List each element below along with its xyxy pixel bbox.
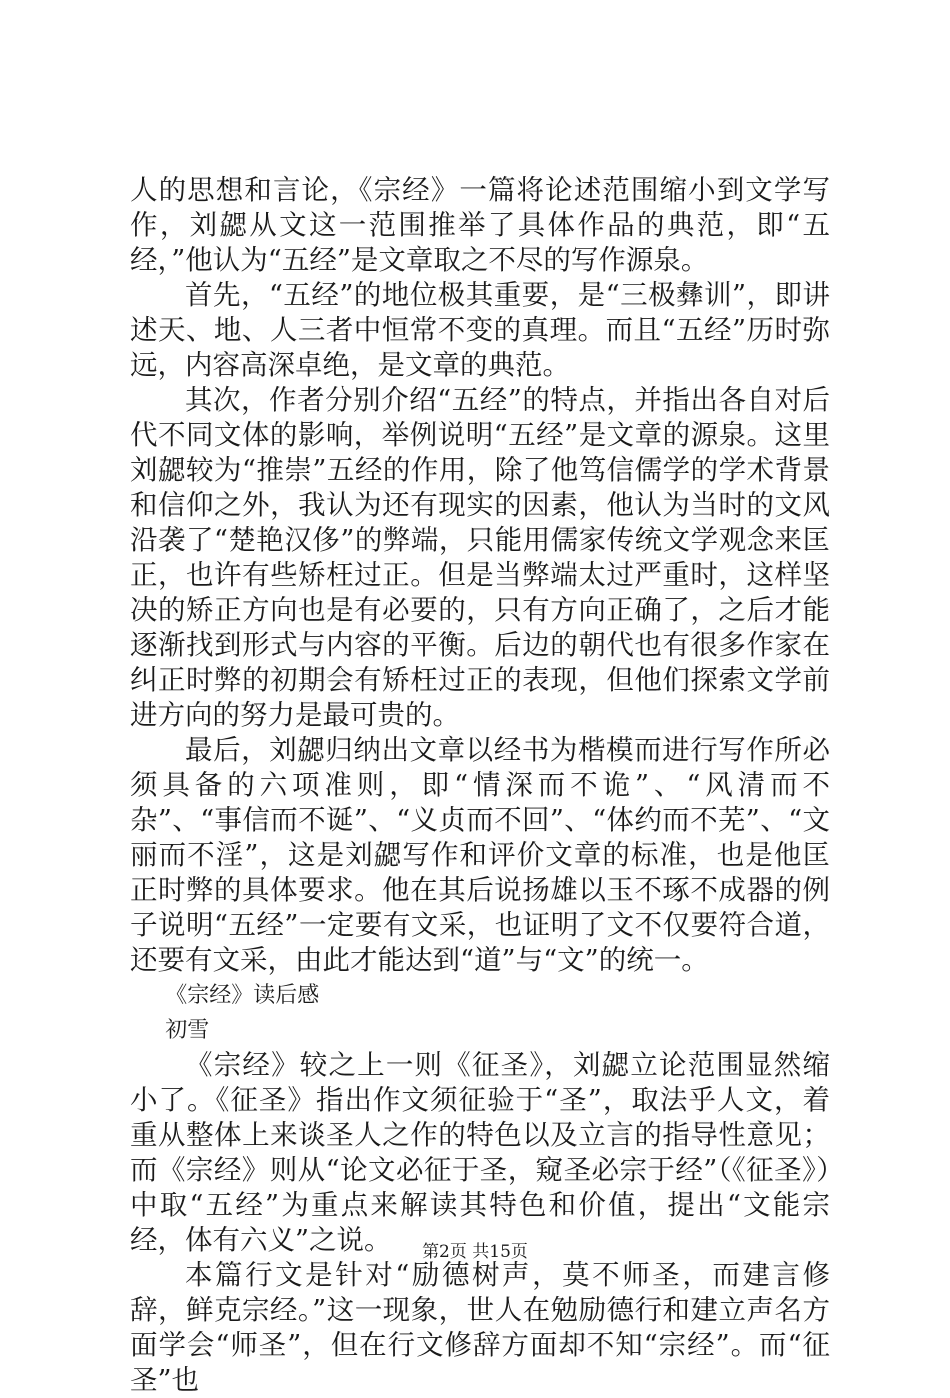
paragraph: 人的思想和言论，《宗经》一篇将论述范围缩小到文学写作，刘勰从文这一范围推举了具体作品的典范，即“五经，”他认为“五经”是文章取之不尽的写作源泉。 [130, 174, 830, 276]
author-name: 初雪 [165, 1018, 210, 1043]
document-body [130, 173, 830, 1398]
paragraph: 最后，刘勰归纳出文章以经书为楷模而进行写作所必须具备的六项准则，即“情深而不诡”、“风清而不杂”、“事信而不诞”、“义贞而不回”、“体约而不芜”、“文丽而不淫”，这是刘勰写作和评价文章的标准，也是他匡正时弊的具体要求。他在其后说扬雄以玉不琢不成器的例子说明“五经”一定要有文采，也证明了文不仅要符合道，还要有文采，由此才能达到“道”与“文”的统一。 [130, 734, 830, 976]
paragraph: 其次，作者分别介绍“五经”的特点，并指出各自对后代不同文体的影响，举例说明“五经”是文章的源泉。这里刘勰较为“推崇”五经的作用，除了他笃信儒学的学术背景和信仰之外，我认为还有现实的因素，他认为当时的文风沿袭了“楚艳汉侈”的弊端，只能用儒家传统文学观念来匡正，也许有些矫枉过正。但是当弊端太过严重时，这样坚决的矫正方向也是有必要的，只有方向正确了，之后才能逐渐找到形式与内容的平衡。后边的朝代也有很多作家在纠正时弊的初期会有矫枉过正的表现，但他们探索文学前进方向的努力是最可贵的。 [130, 384, 830, 731]
paragraph: 《宗经》较之上一则《征圣》，刘勰立论范围显然缩小了。《征圣》指出作文须征验于“圣”，取法乎人文，着重从整体上来谈圣人之作的特色以及立言的指导性意见；而《宗经》则从“论文必征于圣，窥圣必宗于经”（《征圣》）中取“五经”为重点来解读其特色和价值，提出“文能宗经，体有六义”之说。 [130, 1049, 830, 1256]
section-title: 《宗经》读后感 [165, 983, 320, 1008]
paragraph: 首先，“五经”的地位极其重要，是“三极彝训”，即讲述天、地、人三者中恒常不变的真理。而且“五经”历时弥远，内容高深卓绝，是文章的典范。 [130, 279, 830, 381]
paragraph: 本篇行文是针对“励德树声，莫不师圣，而建言修辞，鲜克宗经。”这一现象，世人在勉励德行和建立声名方面学会“师圣”，但在行文修辞方面却不知“宗经”。而“征圣”也 [130, 1259, 830, 1396]
page-number-footer: 第2页 共15页 [422, 1242, 528, 1262]
